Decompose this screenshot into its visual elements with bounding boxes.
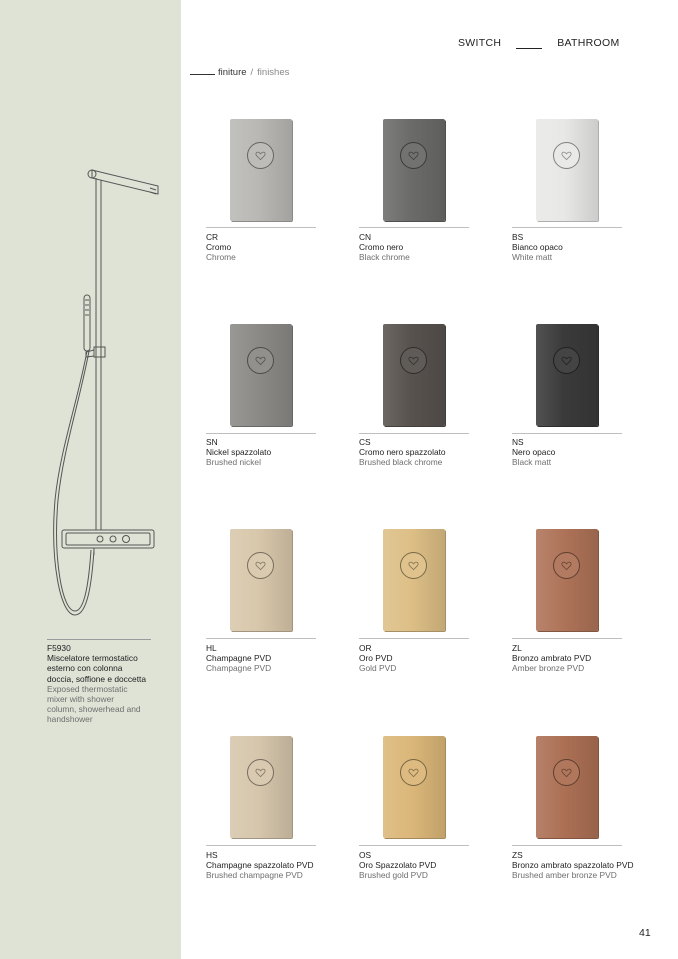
finish-label	[512, 643, 642, 674]
finish-code: ZL	[512, 643, 522, 653]
finish-name-it: Nero opaco	[512, 447, 556, 458]
finish-rule	[359, 845, 469, 846]
finish-name-it: Cromo nero	[359, 242, 404, 253]
product-en-line: handshower	[47, 714, 93, 725]
finish-label	[359, 643, 489, 674]
finish-rule	[206, 845, 316, 846]
finish-panel	[230, 529, 292, 631]
finish-name-it: Champagne PVD	[206, 653, 272, 664]
finish-panel	[230, 736, 292, 838]
finish-rule	[359, 638, 469, 639]
finish-name-en: Brushed gold PVD	[359, 870, 428, 881]
finish-name-en: Chrome	[206, 252, 236, 263]
finish-name-en: Gold PVD	[359, 663, 397, 674]
finish-name-en: Amber bronze PVD	[512, 663, 585, 674]
product-en-line: mixer with shower	[47, 694, 115, 705]
finish-label	[359, 232, 489, 263]
finish-label	[359, 850, 489, 881]
finish-label	[359, 437, 489, 468]
product-it-line: esterno con colonna	[47, 663, 123, 674]
finish-name-it: Oro PVD	[359, 653, 393, 664]
heart-button-icon	[553, 552, 580, 579]
finish-name-it: Bianco opaco	[512, 242, 563, 253]
section-title-it: finiture	[218, 67, 247, 78]
header-category: BATHROOM	[557, 37, 620, 49]
finish-code: NS	[512, 437, 524, 447]
finish-name-en: Brushed nickel	[206, 457, 261, 468]
finish-rule	[206, 638, 316, 639]
header-series: SWITCH	[458, 37, 502, 49]
finish-name-en: Black chrome	[359, 252, 410, 263]
finish-rule	[206, 433, 316, 434]
heart-button-icon	[247, 759, 274, 786]
heart-button-icon	[247, 347, 274, 374]
product-en-line: column, showerhead and	[47, 704, 141, 715]
product-en-line: Exposed thermostatic	[47, 683, 128, 694]
finish-name-en: Black matt	[512, 457, 552, 468]
heart-button-icon	[247, 142, 274, 169]
finish-panel	[230, 119, 292, 221]
finish-rule	[359, 227, 469, 228]
finish-label	[206, 232, 336, 263]
finish-rule	[512, 433, 622, 434]
finish-label	[206, 643, 336, 674]
finish-code: SN	[206, 437, 218, 447]
heart-button-icon	[400, 142, 427, 169]
header-dash	[516, 48, 542, 49]
heart-button-icon	[553, 759, 580, 786]
heart-button-icon	[400, 552, 427, 579]
finish-rule	[512, 227, 622, 228]
finish-name-it: Cromo	[206, 242, 232, 253]
product-description	[47, 643, 162, 725]
finish-panel	[383, 529, 445, 631]
finish-name-en: Brushed black chrome	[359, 457, 443, 468]
finish-rule	[512, 845, 622, 846]
finish-code: CS	[359, 437, 371, 447]
finish-rule	[206, 227, 316, 228]
finish-panel	[383, 736, 445, 838]
finish-name-en: Brushed champagne PVD	[206, 870, 303, 881]
finish-code: HL	[206, 643, 217, 653]
finish-panel	[230, 324, 292, 426]
finish-name-en: White matt	[512, 252, 553, 263]
section-slash: /	[250, 67, 254, 78]
finish-code: ZS	[512, 850, 523, 860]
finish-code: HS	[206, 850, 218, 860]
product-rule	[47, 639, 151, 640]
section-title-en: finishes	[257, 67, 290, 78]
section-underline	[190, 74, 215, 75]
finish-panel	[536, 529, 598, 631]
finish-name-it: Bronzo ambrato spazzolato PVD	[512, 860, 634, 871]
finish-panel	[383, 119, 445, 221]
heart-button-icon	[553, 347, 580, 374]
finish-name-en: Brushed amber bronze PVD	[512, 870, 617, 881]
sidebar-panel	[0, 0, 181, 959]
section-title	[190, 67, 289, 78]
finish-label	[512, 437, 642, 468]
product-code: F5930	[47, 643, 71, 653]
finish-rule	[512, 638, 622, 639]
finish-label	[512, 232, 642, 263]
finish-code: OR	[359, 643, 372, 653]
finish-code: BS	[512, 232, 524, 242]
finish-code: CR	[206, 232, 219, 242]
finish-code: CN	[359, 232, 372, 242]
page-header	[458, 37, 620, 49]
product-it-line: Miscelatore termostatico	[47, 653, 138, 664]
heart-button-icon	[553, 142, 580, 169]
finish-rule	[359, 433, 469, 434]
finish-panel	[536, 736, 598, 838]
finish-panel	[536, 119, 598, 221]
shower-column-drawing	[40, 160, 170, 630]
finish-label	[206, 850, 336, 881]
heart-button-icon	[400, 759, 427, 786]
heart-button-icon	[247, 552, 274, 579]
finish-name-it: Bronzo ambrato PVD	[512, 653, 592, 664]
finish-code: OS	[359, 850, 372, 860]
heart-button-icon	[400, 347, 427, 374]
finish-label	[206, 437, 336, 468]
page-number: 41	[639, 927, 651, 939]
finish-label	[512, 850, 642, 881]
finish-name-it: Nickel spazzolato	[206, 447, 272, 458]
finish-name-it: Cromo nero spazzolato	[359, 447, 446, 458]
product-it-line: doccia, soffione e doccetta	[47, 673, 147, 684]
finish-name-it: Champagne spazzolato PVD	[206, 860, 314, 871]
finish-name-it: Oro Spazzolato PVD	[359, 860, 437, 871]
finish-name-en: Champagne PVD	[206, 663, 272, 674]
finish-panel	[383, 324, 445, 426]
finish-panel	[536, 324, 598, 426]
